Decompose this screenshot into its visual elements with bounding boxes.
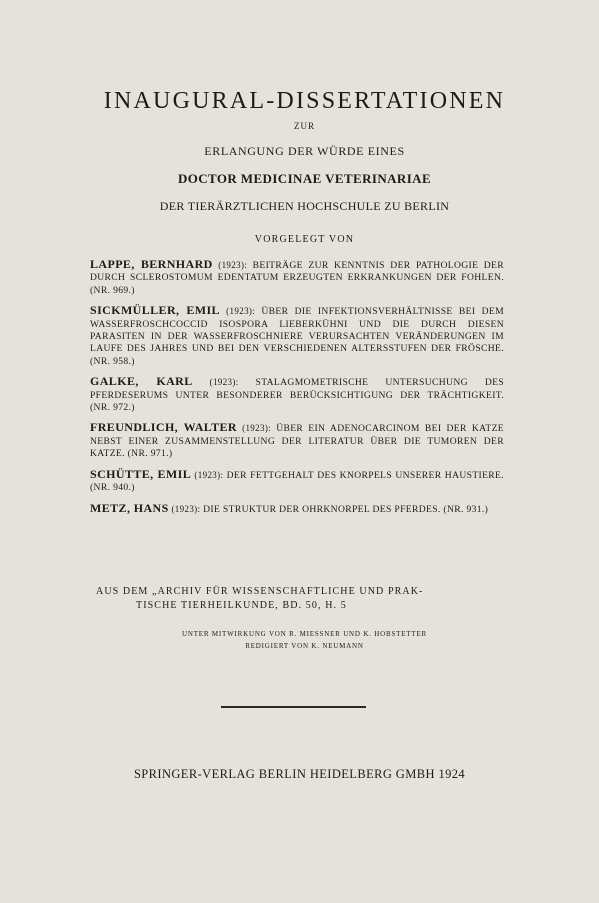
degree-line: DOCTOR MEDICINAE VETERINARIAE: [177, 171, 432, 186]
editors-note: [0, 628, 599, 652]
dissertation-entry: [90, 258, 504, 297]
author-name: SCHÜTTE, EMIL: [90, 466, 192, 481]
entry-title: DIE STRUKTUR DER OHRKNORPEL DES PFERDES. (NR. 931.): [203, 503, 489, 515]
entry-title: BEITRÄGE ZUR KENNTNIS DER PATHOLOGIE DER DURCH SCLEROSTOMUM EDENTATUM ERZEUGTEN ERKRANKUNGEN DER FOHLEN. (NR. 969.): [90, 260, 505, 296]
author-name: LAPPE, BERNHARD: [90, 257, 213, 271]
author-name: GALKE, KARL: [90, 374, 193, 389]
author-name: FREUNDLICH, WALTER: [90, 420, 237, 435]
dissertation-entry: [90, 375, 504, 414]
source-line-1: AUS DEM „ARCHIV FÜR WISSENSCHAFTLICHE UND PRAK-: [96, 586, 424, 597]
publisher-imprint: SPRINGER-VERLAG BERLIN HEIDELBERG GMBH 1924: [133, 767, 466, 781]
author-name: METZ, HANS: [90, 500, 169, 515]
dissertation-entry: [90, 304, 504, 368]
entry-year: (1923):: [209, 377, 239, 388]
dissertation-entry: [90, 421, 504, 460]
entry-title: STALAGMOMETRISCHE UNTERSUCHUNG DES PFERDESERUMS UNTER BESONDERER BERÜCKSICHTIGUNG DER TRÄCHTIGKEIT. (NR. 972.): [90, 377, 505, 414]
entry-year: (1923):: [218, 260, 248, 270]
vorgelegt-line: VORGELEGT VON: [254, 234, 355, 245]
zur-line: ZUR: [294, 121, 315, 131]
entry-year: (1923):: [226, 306, 256, 317]
entry-year: (1923):: [242, 423, 272, 434]
page-title: INAUGURAL-DISSERTATIONEN: [103, 88, 506, 114]
entry-year: (1923):: [171, 503, 201, 514]
entry-title: ÜBER EIN ADENOCARCINOM BEI DER KATZE NEBST EINER ZUSAMMENSTELLUNG DER LITERATUR ÜBER DIE TUMOREN DER KATZE. (NR. 971.): [90, 423, 505, 460]
hochschule-line: DER TIERÄRZTLICHEN HOCHSCHULE ZU BERLIN: [159, 199, 450, 213]
dissertation-entry: [90, 502, 504, 516]
redigiert-line: REDIGIERT VON K. NEUMANN: [245, 642, 364, 650]
entry-title: ÜBER DIE INFEKTIONSVERHÄLTNISSE BEI DEM WASSERFROSCHCOCCID ISOSPORA LIEBERKÜHNI UND DIE DURCH DIESEN PARASITEN IN DER WASSERFROSCHNIERE VERURSACHTEN VERÄNDERUNGEN IM LAUFE DES JAHRES UND BEI DEN VERSCHIEDENEN ALTERSSTUFEN DER FRÖSCHE. (NR. 958.): [90, 306, 504, 367]
mitwirkung-line: UNTER MITWIRKUNG VON R. MIESSNER UND K. HOBSTETTER: [181, 630, 427, 638]
dissertation-list: [90, 258, 504, 523]
author-name: SICKMÜLLER, EMIL: [90, 303, 220, 318]
dissertation-entry: [90, 468, 504, 495]
entry-title: DER FETTGEHALT DES KNORPELS UNSERER HAUSTIERE. (NR. 940.): [90, 469, 504, 494]
divider-rule: [221, 706, 366, 708]
source-line-2: TISCHE TIERHEILKUNDE, BD. 50, H. 5: [136, 600, 347, 611]
erlangung-line: ERLANGUNG DER WÜRDE EINES: [204, 144, 405, 158]
source-note: [96, 585, 506, 613]
entry-year: (1923):: [194, 469, 224, 480]
